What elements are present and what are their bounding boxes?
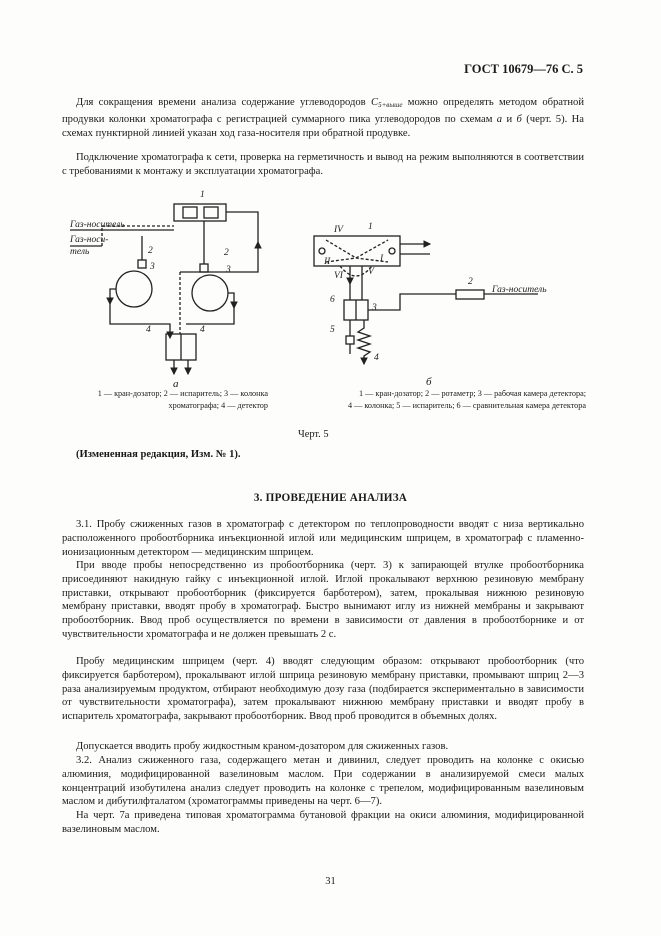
scheme-b-roman-1: I <box>380 254 384 264</box>
scheme-b-roman-2: II <box>324 257 331 267</box>
scheme-a-label-3-left: 3 <box>150 262 155 272</box>
scheme-b-legend: 1 — кран-дозатор; 2 — ротаметр; 3 — рабочая камера детектора; 4 — колонка; 5 — испаритель; 6 — сравнительная камера детектора <box>347 389 586 410</box>
section-title: 3. ПРОВЕДЕНИЕ АНАЛИЗА <box>253 492 408 504</box>
edit-note: (Измененная редакция, Изм. № 1). <box>76 449 241 460</box>
scheme-a-label: а <box>173 378 179 390</box>
scheme-b-label-6: 6 <box>330 295 335 305</box>
scheme-a <box>62 184 290 376</box>
scheme-b-roman-6: VI <box>334 271 343 281</box>
scheme-b-roman-4: IV <box>334 225 343 235</box>
scheme-a-label-2-right: 2 <box>224 248 229 258</box>
scheme-a-label-1: 1 <box>200 190 205 200</box>
scheme-a-label-2-left: 2 <box>148 246 153 256</box>
body-paragraph-1: 3.1. Пробу сжиженных газов в хроматограф с детектором по теплопроводности вводят с низа вертикально расположенного пробоотборника инъекционной иглой или медицинским шприцем, в хроматограф с пламенно-ионизационным детектором — медицинским шприцем. <box>62 519 584 558</box>
body-paragraph-3: Пробу медицинским шприцем (черт. 4) вводят следующим образом: открывают пробоотборник (что фиксируется барботером), прокалывают иглой шприца резиновую мембрану приставки, промывают шприц 2—3 раза анализируемым продуктом, отбирают необходимую дозу газа (подбирается экспериментально в зависимости от чувствительности хроматографа), затем прокалывают нижнюю мембрану приставки и вводят пробу в испаритель хроматографа, закрывают пробоотборник. Ввод проб проводится в объемных долях. <box>62 656 584 723</box>
intro-paragraph-2: Подключение хроматографа к сети, проверка на герметичность и вывод на режим выполняются в соответствии с требованиями к монтажу и эксплуатации хроматографа. <box>62 152 584 177</box>
body-paragraph-5: 3.2. Анализ сжиженного газа, содержащего метан и дивинил, следует проводить на колонке с окисью алюминия, модифицированной вазелиновым маслом. При содержании в анализируемой смеси малых концентраций изобутилена анализ следует проводить на колонке с трепелом, модифицированным вазелиновым маслом и дибутилфталатом (хроматограммы приведены на черт. 6—7). <box>62 755 584 808</box>
scheme-b-label-5: 5 <box>330 325 335 335</box>
scheme-a-legend: 1 — кран-дозатор; 2 — испаритель; 3 — колонка хроматографа; 4 — детектор <box>97 389 268 410</box>
scheme-b-label: б <box>426 376 432 388</box>
body-paragraph-6: На черт. 7а приведена типовая хроматограмма бутановой фракции на окиси алюминия, модифицированной вазелиновым маслом. <box>62 810 584 835</box>
scheme-b-gas-carrier: Газ-носитель <box>492 285 547 295</box>
scheme-a-label-4-left: 4 <box>146 325 151 335</box>
page-number: 31 <box>325 876 336 887</box>
body-paragraph-4: Допускается вводить пробу жидкостным краном-дозатором для сжиженных газов. <box>76 741 449 752</box>
document-header: ГОСТ 10679—76 С. 5 <box>464 62 583 76</box>
scheme-a-gas-carrier-2a: Газ-носи- <box>70 235 109 245</box>
scheme-a-gas-carrier-1: Газ-носитель <box>70 220 125 230</box>
body-paragraph-2: При вводе пробы непосредственно из пробоотборника (черт. 3) к запирающей втулке пробоотборника присоединяют накидную гайку с инъекционной иглой. Иглой прокалывают верхнюю резиновую мембрану приставки, открывают пробоотборник (фиксируется барботером), затем, прокалывая нижнюю резиновую мембрану приставки, вводят пробу в хроматограф. Быстро вынимают иглу из нижней мембраны и закрывают пробоотборник. Ввод проб осуществляется по времени в зависимости от давления в пробоотборнике и от чувствительности хроматографа и не должен превышать 2 с. <box>62 560 584 640</box>
scheme-a-gas-carrier-2b: тель <box>70 247 90 257</box>
scheme-b-roman-5: V <box>368 267 374 277</box>
scheme-a-label-4-right: 4 <box>200 325 205 335</box>
scheme-b-label-1: 1 <box>368 222 373 232</box>
scheme-b-label-3: 3 <box>372 303 377 313</box>
scheme-b <box>300 214 588 374</box>
intro-paragraph-1: Для сокращения времени анализа содержание углеводородов $C_{5+выше}$ можно определять методом обратной продувки колонки хроматографа с регистрацией суммарного пика углеводородов по схемам а и б (черт. 5). На схемах пунктирной линией указан ход газа-носителя при обратной продувке. <box>62 97 585 139</box>
scheme-a-label-3-right: 3 <box>226 265 231 275</box>
scheme-b-label-4: 4 <box>374 353 379 363</box>
figure-caption: Черт. 5 <box>298 429 329 440</box>
scheme-b-label-2: 2 <box>468 277 473 287</box>
